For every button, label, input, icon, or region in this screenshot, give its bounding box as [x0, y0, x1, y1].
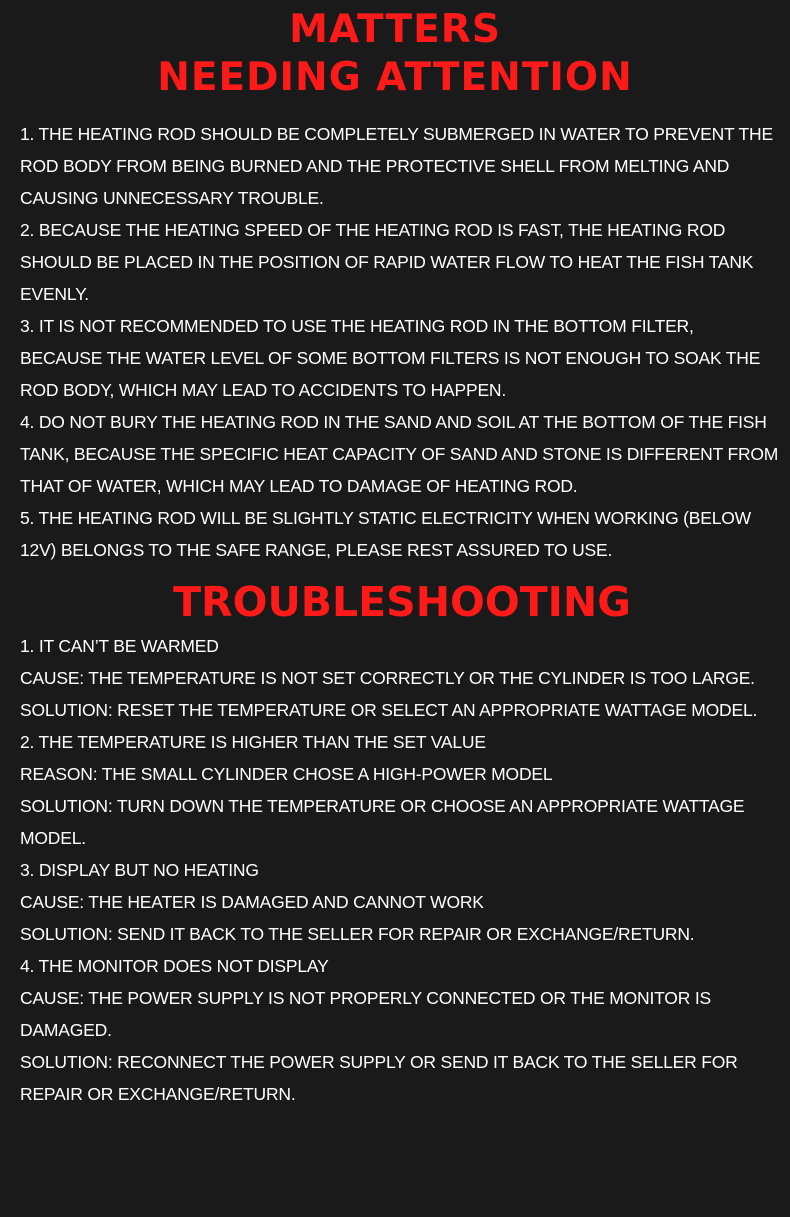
attention-item-4: 4. DO NOT BURY THE HEATING ROD IN THE SAND AND SOIL AT THE BOTTOM OF THE FISH TANK, BECAUSE THE SPECIFIC HEAT CAPACITY OF SAND AND STONE IS DIFFERENT FROM THAT OF WATER, WHICH MAY LEAD TO DAMAGE OF HEATING ROD. — [20, 412, 779, 496]
troubleshooting-issue-4: 4. THE MONITOR DOES NOT DISPLAY — [20, 956, 329, 976]
attention-item-1: 1. THE HEATING ROD SHOULD BE COMPLETELY SUBMERGED IN WATER TO PREVENT THE ROD BODY FROM BEING BURNED AND THE PROTECTIVE SHELL FROM MELTING AND CAUSING UNNECESSARY TROUBLE. — [20, 124, 773, 208]
troubleshooting-solution-4: SOLUTION: RECONNECT THE POWER SUPPLY OR SEND IT BACK TO THE SELLER FOR REPAIR OR EXCHANGE/RETURN. — [20, 1052, 738, 1104]
page-title-line-2: NEEDING ATTENTION — [157, 55, 633, 100]
attention-item-5: 5. THE HEATING ROD WILL BE SLIGHTLY STATIC ELECTRICITY WHEN WORKING (BELOW 12V) BELONGS TO THE SAFE RANGE, PLEASE REST ASSURED TO USE. — [20, 508, 752, 560]
troubleshooting-issue-3: 3. DISPLAY BUT NO HEATING — [20, 860, 259, 880]
troubleshooting-cause-2: REASON: THE SMALL CYLINDER CHOSE A HIGH-POWER MODEL — [20, 764, 553, 784]
troubleshooting-issue-2: 2. THE TEMPERATURE IS HIGHER THAN THE SET VALUE — [20, 732, 486, 752]
page-title-line-1: MATTERS — [289, 7, 501, 52]
troubleshooting-cause-4: CAUSE: THE POWER SUPPLY IS NOT PROPERLY CONNECTED OR THE MONITOR IS DAMAGED. — [20, 988, 711, 1040]
attention-list — [20, 118, 780, 566]
troubleshooting-cause-3: CAUSE: THE HEATER IS DAMAGED AND CANNOT WORK — [20, 892, 484, 912]
troubleshooting-list — [20, 630, 780, 1110]
troubleshooting-title: TROUBLESHOOTING — [173, 578, 631, 626]
troubleshooting-issue-1: 1. IT CAN’T BE WARMED — [20, 636, 219, 656]
troubleshooting-cause-1: CAUSE: THE TEMPERATURE IS NOT SET CORRECTLY OR THE CYLINDER IS TOO LARGE. — [20, 668, 755, 688]
troubleshooting-solution-3: SOLUTION: SEND IT BACK TO THE SELLER FOR REPAIR OR EXCHANGE/RETURN. — [20, 924, 695, 944]
troubleshooting-solution-1: SOLUTION: RESET THE TEMPERATURE OR SELECT AN APPROPRIATE WATTAGE MODEL. — [20, 700, 758, 720]
attention-item-2: 2. BECAUSE THE HEATING SPEED OF THE HEATING ROD IS FAST, THE HEATING ROD SHOULD BE PLACED IN THE POSITION OF RAPID WATER FLOW TO HEAT THE FISH TANK EVENLY. — [20, 220, 754, 304]
troubleshooting-solution-2: SOLUTION: TURN DOWN THE TEMPERATURE OR CHOOSE AN APPROPRIATE WATTAGE MODEL. — [20, 796, 745, 848]
attention-item-3: 3. IT IS NOT RECOMMENDED TO USE THE HEATING ROD IN THE BOTTOM FILTER, BECAUSE THE WATER LEVEL OF SOME BOTTOM FILTERS IS NOT ENOUGH TO SOAK THE ROD BODY, WHICH MAY LEAD TO ACCIDENTS TO HAPPEN. — [20, 316, 761, 400]
